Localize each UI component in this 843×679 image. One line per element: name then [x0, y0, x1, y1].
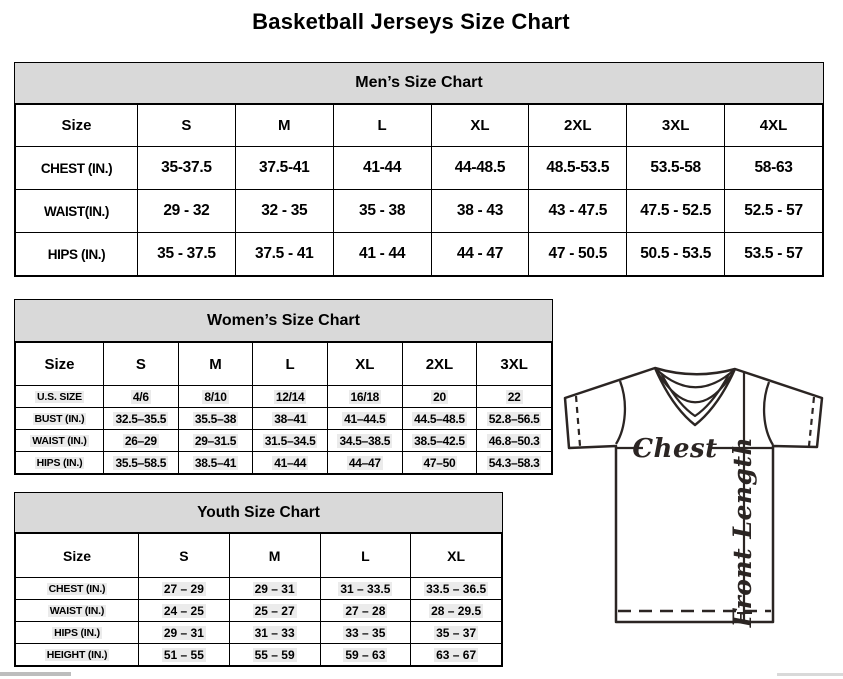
size-value-text: 37.5-41: [259, 159, 310, 176]
row-label: [16, 622, 139, 644]
size-value-text: 43 - 47.5: [548, 202, 608, 219]
size-value-text: 44–47: [348, 455, 381, 470]
size-value-text: 24 – 25: [163, 603, 204, 618]
measurement-row: [16, 430, 552, 452]
size-value-cell: [138, 233, 236, 276]
size-value-cell: [253, 452, 328, 474]
right-armhole-seam: [764, 382, 773, 445]
size-value-cell: [327, 452, 402, 474]
womens-size-table: [15, 342, 552, 474]
row-label-text: BUST (IN.): [34, 412, 85, 425]
size-value-cell: [411, 644, 502, 666]
size-column-header: [411, 534, 502, 578]
row-label-text: WAIST (IN.): [49, 604, 105, 617]
measurement-row: [16, 644, 502, 666]
size-value-text: 47 - 50.5: [548, 245, 608, 262]
size-value-text: 44.5–48.5: [414, 411, 465, 426]
size-value-cell: [477, 430, 552, 452]
measurement-row: [16, 233, 823, 276]
row-label-text: WAIST(IN.): [44, 203, 109, 219]
size-value-cell: [139, 622, 230, 644]
size-value-text: 51 – 55: [163, 647, 204, 662]
size-column-header: [529, 105, 627, 147]
size-value-cell: [411, 622, 502, 644]
size-value-text: 29 – 31: [254, 581, 295, 596]
size-value-cell: [333, 233, 431, 276]
size-value-text: 44-48.5: [454, 159, 506, 176]
size-value-text: 47–50: [423, 455, 456, 470]
size-value-cell: [431, 147, 529, 190]
size-column-header: [320, 534, 411, 578]
size-value-cell: [253, 430, 328, 452]
size-label-header: [16, 343, 104, 386]
measurement-row: [16, 147, 823, 190]
header-text: L: [285, 355, 295, 373]
size-value-text: 32 - 35: [261, 202, 308, 219]
size-value-cell: [235, 190, 333, 233]
size-value-cell: [104, 452, 179, 474]
size-value-cell: [139, 578, 230, 600]
size-column-header: [402, 343, 477, 386]
header-text: S: [135, 355, 146, 373]
row-label: [16, 190, 138, 233]
measurement-row: [16, 600, 502, 622]
womens-size-chart-section: [14, 299, 553, 475]
size-column-header: [477, 343, 552, 386]
size-value-cell: [178, 408, 253, 430]
row-label: [16, 408, 104, 430]
row-label: [16, 233, 138, 276]
size-value-text: 26–29: [124, 433, 157, 448]
size-value-cell: [333, 190, 431, 233]
measurement-row: [16, 452, 552, 474]
measurement-row: [16, 622, 502, 644]
size-label-header: [16, 534, 139, 578]
size-value-text: 59 – 63: [345, 647, 386, 662]
size-value-cell: [402, 430, 477, 452]
youth-chart-title: Youth Size Chart: [15, 493, 502, 533]
size-value-text: 41 - 44: [359, 245, 406, 262]
size-value-text: 4/6: [132, 389, 149, 404]
row-label: [16, 600, 139, 622]
size-value-cell: [411, 600, 502, 622]
size-value-text: 41-44: [363, 159, 402, 176]
size-column-header: [235, 105, 333, 147]
measurement-row: [16, 578, 502, 600]
size-value-text: 33 – 35: [345, 625, 386, 640]
size-column-header: [229, 534, 320, 578]
youth-size-table: [15, 533, 502, 666]
mens-size-chart-section: [14, 62, 824, 277]
size-value-text: 35 – 37: [436, 625, 477, 640]
size-value-text: 25 – 27: [254, 603, 295, 618]
row-label-text: U.S. SIZE: [37, 390, 82, 403]
size-value-cell: [104, 430, 179, 452]
measurement-row: [16, 386, 552, 408]
size-value-cell: [104, 386, 179, 408]
header-text: S: [179, 547, 189, 564]
size-value-text: 20: [433, 389, 446, 404]
size-value-text: 35.5–38: [194, 411, 237, 426]
size-value-text: 63 – 67: [436, 647, 477, 662]
size-value-text: 54.3–58.3: [488, 455, 540, 470]
size-value-cell: [529, 233, 627, 276]
row-label-text: HIPS (IN.): [54, 626, 100, 639]
size-value-text: 41–44: [274, 455, 307, 470]
size-value-cell: [229, 622, 320, 644]
mens-chart-title: Men’s Size Chart: [15, 63, 823, 104]
size-column-header: [327, 343, 402, 386]
size-value-cell: [725, 147, 823, 190]
size-value-text: 52.5 - 57: [744, 202, 803, 219]
horizontal-scrollbar-track[interactable]: [777, 673, 843, 676]
size-value-cell: [229, 578, 320, 600]
mens-size-table: [15, 104, 823, 276]
size-value-text: 31 – 33: [254, 625, 295, 640]
size-value-cell: [178, 452, 253, 474]
header-text: 2XL: [564, 117, 592, 134]
size-value-cell: [253, 408, 328, 430]
header-text: Size: [61, 117, 92, 134]
size-label-header: [16, 105, 138, 147]
size-value-cell: [725, 233, 823, 276]
size-value-cell: [320, 600, 411, 622]
size-column-header: [104, 343, 179, 386]
size-value-text: 37.5 - 41: [255, 245, 314, 262]
size-value-text: 46.8–50.3: [488, 433, 540, 448]
size-value-text: 8/10: [204, 389, 227, 404]
size-value-text: 27 – 28: [345, 603, 386, 618]
row-label-text: WAIST (IN.): [32, 434, 87, 447]
size-value-text: 41–44.5: [344, 411, 386, 426]
size-value-text: 29 - 32: [163, 202, 210, 219]
size-value-text: 12/14: [275, 389, 305, 404]
left-cuff-stitch-dashes: [576, 396, 580, 446]
size-value-text: 38.5–42.5: [414, 433, 465, 448]
row-label: [16, 147, 138, 190]
left-armhole-seam: [616, 381, 625, 444]
size-value-cell: [725, 190, 823, 233]
row-label: [16, 386, 104, 408]
header-text: 3XL: [661, 117, 690, 134]
size-value-text: 58-63: [754, 159, 793, 176]
size-value-cell: [333, 147, 431, 190]
header-text: M: [209, 355, 222, 373]
size-value-text: 34.5–38.5: [339, 433, 391, 448]
size-value-cell: [402, 452, 477, 474]
row-label: [16, 578, 139, 600]
size-value-text: 38–41: [274, 411, 307, 426]
size-value-text: 33.5 – 36.5: [426, 581, 487, 596]
size-value-text: 55 – 59: [254, 647, 295, 662]
size-value-text: 47.5 - 52.5: [640, 202, 712, 219]
jersey-body-outline: [565, 368, 822, 622]
horizontal-scrollbar-thumb[interactable]: [0, 672, 71, 676]
header-text: Size: [44, 355, 75, 373]
front-length-measure-label: Front Length: [728, 436, 757, 628]
size-value-cell: [138, 147, 236, 190]
size-value-text: 31 – 33.5: [340, 581, 391, 596]
size-value-cell: [627, 190, 725, 233]
size-value-text: 29–31.5: [194, 433, 237, 448]
size-value-text: 44 - 47: [456, 245, 504, 262]
youth-size-chart-section: [14, 492, 503, 667]
size-value-text: 53.5 - 57: [744, 245, 803, 262]
header-text: Size: [62, 547, 91, 564]
size-value-text: 48.5-53.5: [546, 159, 610, 176]
header-text: L: [361, 547, 370, 564]
size-value-cell: [139, 644, 230, 666]
size-value-cell: [235, 233, 333, 276]
size-value-text: 35-37.5: [161, 159, 212, 176]
row-label: [16, 452, 104, 474]
header-text: XL: [447, 547, 466, 564]
size-value-cell: [529, 190, 627, 233]
header-text: L: [377, 117, 387, 134]
header-text: XL: [470, 117, 490, 134]
size-value-text: 29 – 31: [163, 625, 204, 640]
size-column-header: [725, 105, 823, 147]
size-value-text: 31.5–34.5: [264, 433, 316, 448]
size-value-text: 35 - 38: [359, 202, 406, 219]
size-value-cell: [178, 430, 253, 452]
row-label: [16, 644, 139, 666]
size-column-header: [333, 105, 431, 147]
size-value-text: 32.5–35.5: [115, 411, 167, 426]
size-value-text: 38 - 43: [456, 202, 504, 219]
header-text: 3XL: [500, 355, 528, 373]
size-value-cell: [327, 386, 402, 408]
header-text: M: [278, 117, 291, 134]
size-value-cell: [320, 578, 411, 600]
size-value-cell: [178, 386, 253, 408]
size-value-cell: [327, 408, 402, 430]
row-label-text: HIPS (IN.): [36, 456, 83, 469]
size-value-cell: [477, 408, 552, 430]
measurement-row: [16, 408, 552, 430]
size-value-cell: [138, 190, 236, 233]
size-value-text: 27 – 29: [163, 581, 204, 596]
size-value-cell: [327, 430, 402, 452]
jersey-measurement-diagram: [556, 360, 841, 630]
row-label-text: CHEST (IN.): [48, 582, 106, 595]
size-value-text: 22: [507, 389, 521, 404]
header-text: 2XL: [425, 355, 454, 373]
size-value-cell: [411, 578, 502, 600]
header-text: 4XL: [759, 117, 788, 134]
header-text: M: [268, 547, 281, 564]
measurement-row: [16, 190, 823, 233]
size-column-header: [138, 105, 236, 147]
header-text: S: [181, 117, 192, 134]
size-value-cell: [320, 644, 411, 666]
row-label: [16, 430, 104, 452]
size-value-cell: [139, 600, 230, 622]
chest-measure-label: Chest: [632, 434, 718, 464]
size-value-text: 50.5 - 53.5: [640, 245, 712, 262]
size-value-text: 28 – 29.5: [431, 603, 482, 618]
size-value-text: 52.8–56.5: [488, 411, 540, 426]
row-label-text: HIPS (IN.): [47, 246, 106, 262]
size-value-cell: [431, 190, 529, 233]
size-column-header: [178, 343, 253, 386]
size-column-header: [139, 534, 230, 578]
size-value-cell: [253, 386, 328, 408]
size-value-cell: [477, 452, 552, 474]
size-value-cell: [402, 408, 477, 430]
size-column-header: [431, 105, 529, 147]
right-cuff-stitch-dashes: [809, 397, 814, 446]
size-value-cell: [529, 147, 627, 190]
header-row: [16, 105, 823, 147]
size-value-text: 38.5–41: [194, 455, 237, 470]
size-column-header: [253, 343, 328, 386]
header-text: XL: [355, 355, 375, 373]
size-value-text: 35.5–58.5: [115, 455, 167, 470]
size-value-cell: [431, 233, 529, 276]
size-value-cell: [229, 644, 320, 666]
size-value-cell: [104, 408, 179, 430]
size-value-cell: [402, 386, 477, 408]
size-value-cell: [320, 622, 411, 644]
size-value-text: 16/18: [350, 389, 380, 404]
womens-chart-title: Women’s Size Chart: [15, 300, 552, 342]
size-value-cell: [627, 147, 725, 190]
size-value-cell: [627, 233, 725, 276]
header-row: [16, 534, 502, 578]
size-value-cell: [229, 600, 320, 622]
header-row: [16, 343, 552, 386]
size-value-cell: [477, 386, 552, 408]
row-label-text: HEIGHT (IN.): [46, 648, 108, 661]
size-value-text: 35 - 37.5: [157, 245, 216, 262]
row-label-text: CHEST (IN.): [40, 160, 113, 176]
page-title: Basketball Jerseys Size Chart: [252, 9, 570, 34]
size-value-cell: [235, 147, 333, 190]
size-column-header: [627, 105, 725, 147]
size-value-text: 53.5-58: [650, 159, 701, 176]
